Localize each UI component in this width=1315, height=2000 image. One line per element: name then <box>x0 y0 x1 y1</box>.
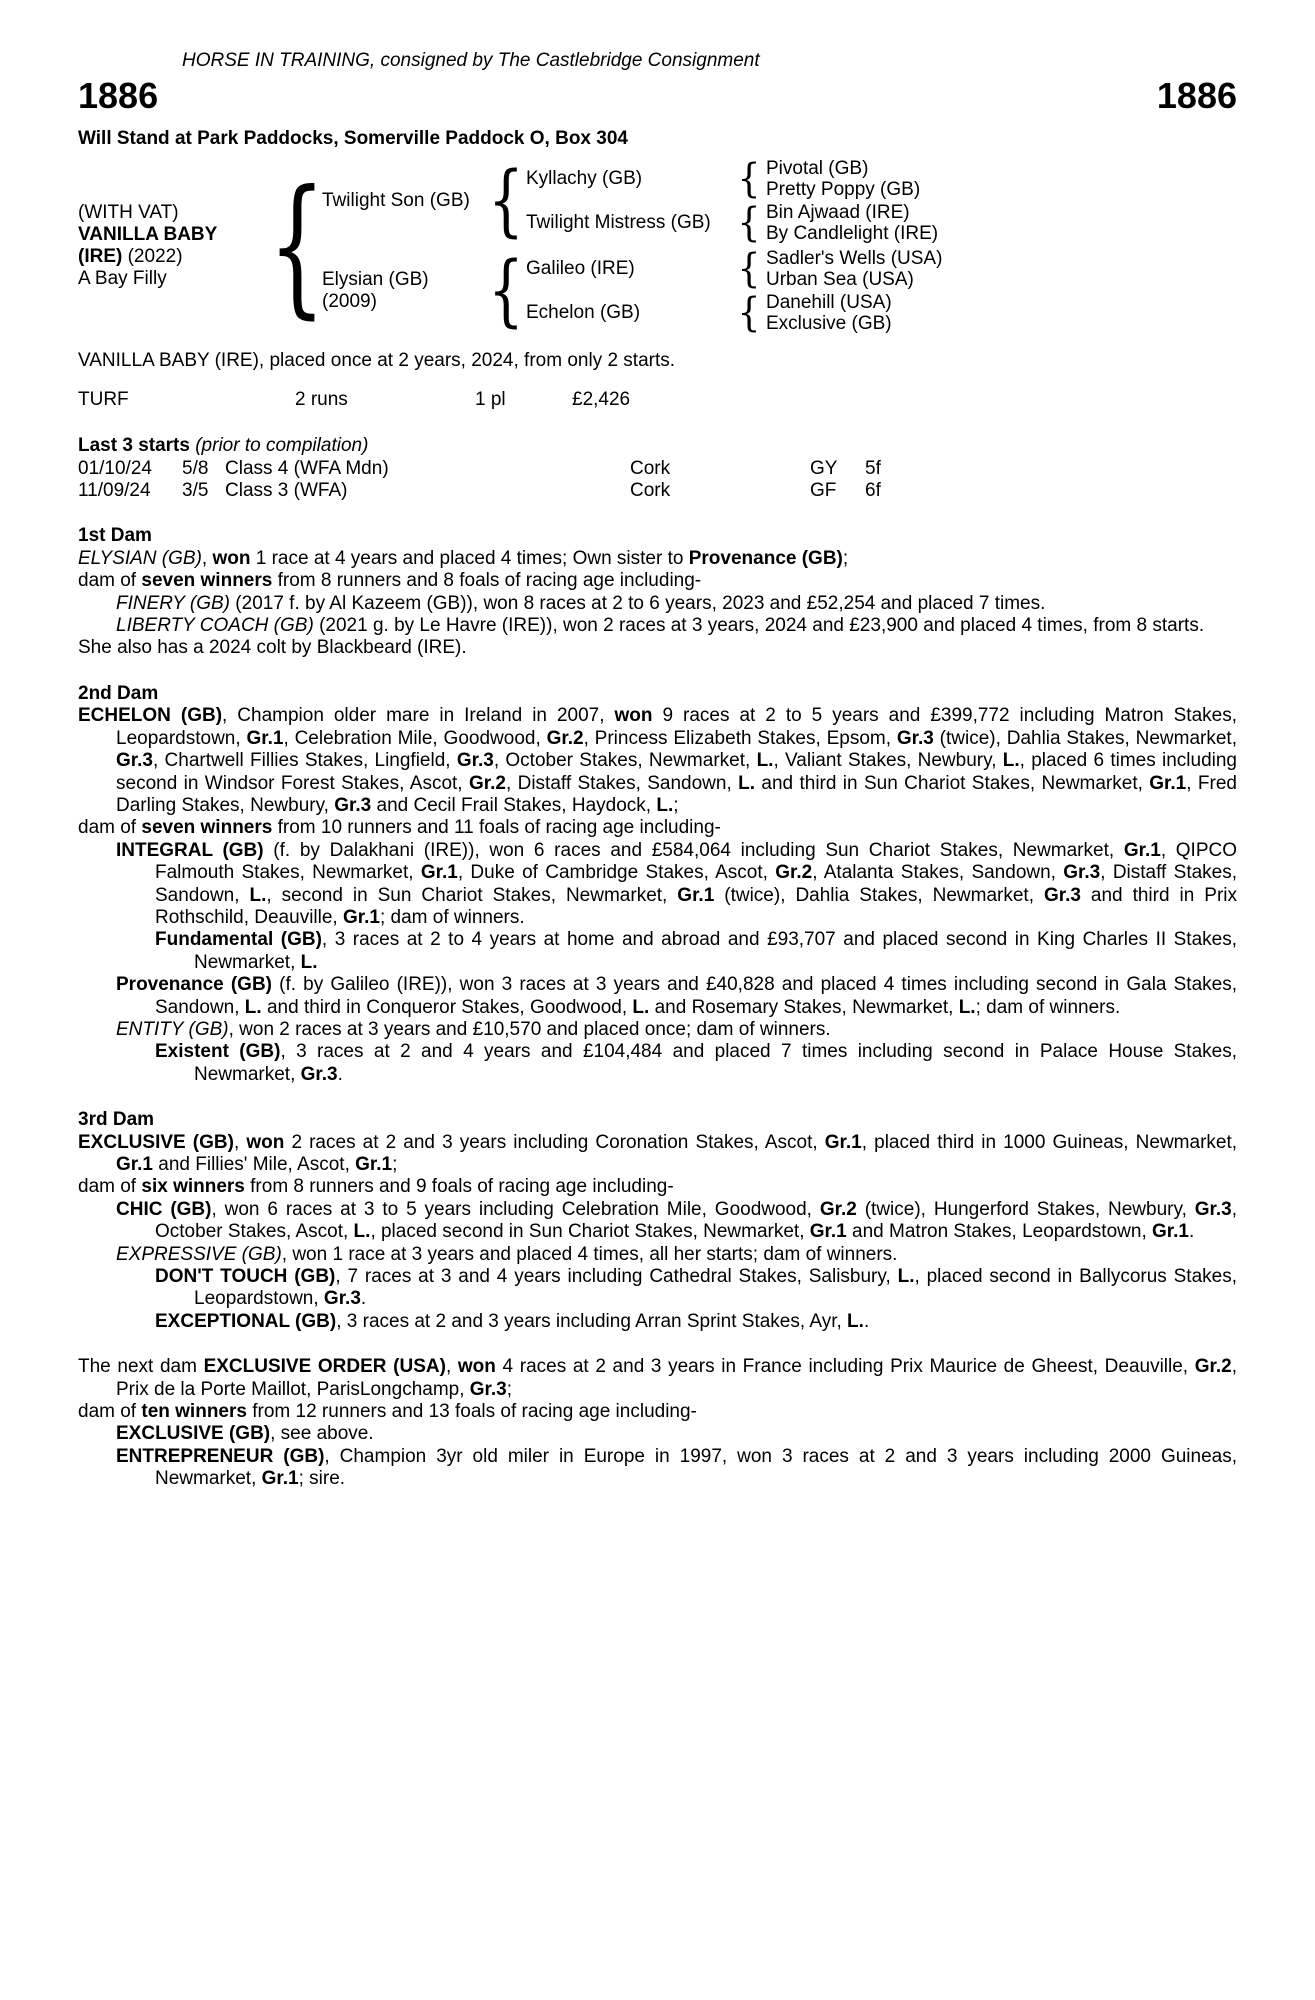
text-run: , Fred Darling Stakes, Newbury, <box>116 772 1237 816</box>
text-run: , Duke of Cambridge Stakes, Ascot, <box>457 862 776 884</box>
para-existent <box>78 1041 1237 1086</box>
text-run: . <box>337 1063 343 1085</box>
dam-parents-column <box>526 246 943 337</box>
text-run: Gr.1 <box>677 884 715 906</box>
text-run: , October Stakes, Ascot, <box>155 1198 1237 1243</box>
pedigree-brace-sire: { <box>488 156 524 247</box>
section-2nd-dam <box>78 683 1237 1086</box>
dam-dam-branch <box>526 290 942 337</box>
text-run: , won 1 race at 3 years and placed 4 times, all her starts; dam of winners. <box>281 1243 898 1265</box>
section-heading: 1st Dam <box>78 525 152 547</box>
text-run: and third in Conqueror Stakes, Goodwood, <box>261 996 633 1018</box>
gen3-name: Danehill (USA) <box>766 292 892 314</box>
text-run: L. <box>249 884 267 906</box>
text-run: CHIC (GB) <box>116 1198 212 1220</box>
para-echelon <box>78 705 1237 817</box>
text-run: 2 races at 2 and 3 years including Coronation Stakes, Ascot, <box>284 1131 825 1153</box>
dam-year: (2009) <box>322 291 377 313</box>
sire-parents-column <box>526 156 939 247</box>
text-run: , Celebration Mile, Goodwood, <box>283 727 547 749</box>
text-run: INTEGRAL (GB) <box>116 839 264 861</box>
text-run: EXCEPTIONAL (GB) <box>155 1310 337 1332</box>
text-run: , second in Sun Chariot Stakes, Newmarket, <box>266 884 678 906</box>
para-exceptional <box>78 1311 1237 1333</box>
text-run: won <box>614 705 653 727</box>
text-run: L. <box>656 794 674 816</box>
para-liberty-coach <box>78 615 1237 637</box>
text-run: , 3 races at 2 and 4 years and £104,484 and placed 7 times including second in Palace House Stakes, Newmarket, <box>194 1041 1237 1085</box>
text-run: Gr.2 <box>819 1198 857 1220</box>
gen3-name: Urban Sea (USA) <box>766 269 914 291</box>
text-run: L. <box>958 996 976 1018</box>
text-run: Gr.1 <box>1123 839 1161 861</box>
text-run: , placed second in Sun Chariot Stakes, Newmarket, <box>370 1221 810 1243</box>
text-run: , see above. <box>270 1423 374 1445</box>
text-run: Gr.1 <box>1149 772 1187 794</box>
text-run: ; <box>842 547 849 569</box>
text-run: , Prix de la Porte Maillot, ParisLongchamp, <box>116 1356 1237 1400</box>
text-run: , placed third in 1000 Guineas, Newmarket, <box>861 1131 1238 1153</box>
text-run: ELYSIAN (GB) <box>78 547 202 569</box>
text-run: , <box>445 1356 458 1378</box>
horse-suffix <box>78 246 278 268</box>
horse-name: VANILLA BABY <box>78 224 218 246</box>
text-run: and Fillies' Mile, Ascot, <box>152 1154 356 1175</box>
start-going: GY <box>810 457 838 479</box>
dam-sire-branch <box>526 246 943 293</box>
text-run: , 7 races at 3 and 4 years including Cathedral Stakes, Salisbury, <box>335 1266 898 1288</box>
last-starts-block <box>78 435 1237 502</box>
text-run: Gr.3 <box>334 794 372 816</box>
text-run: dam of <box>78 817 142 839</box>
gen3-name: Pretty Poppy (GB) <box>766 179 921 201</box>
subject-horse <box>78 202 278 290</box>
para-finery <box>78 593 1237 615</box>
gen3-name: By Candlelight (IRE) <box>766 223 939 245</box>
consignment-header: HORSE IN TRAINING, consigned by The Castlebridge Consignment <box>182 50 760 71</box>
text-run: (twice), Dahlia Stakes, Newmarket, <box>933 727 1237 749</box>
para-fundamental <box>78 929 1237 974</box>
text-run: L. <box>353 1221 371 1243</box>
stats-row <box>78 389 1237 411</box>
text-run: , Distaff Stakes, Sandown, <box>505 772 739 794</box>
starts-table <box>78 458 1237 503</box>
gen3-name: Exclusive (GB) <box>766 313 892 335</box>
para-provenance <box>78 974 1237 1019</box>
text-run: . <box>360 1288 367 1310</box>
text-run: Gr.3 <box>1043 884 1081 906</box>
text-run: She also has a 2024 colt by Blackbeard (IRE). <box>78 637 467 659</box>
text-run: Provenance (GB) <box>688 547 843 569</box>
text-run: Gr.3 <box>1194 1198 1232 1220</box>
text-run: (2017 f. by Al Kazeem (GB)), won 8 races at 2 to 6 years, 2023 and £52,254 and placed 7 times. <box>230 592 1046 614</box>
start-row <box>78 480 1237 502</box>
text-run: Gr.1 <box>420 862 458 884</box>
text-run: L. <box>897 1266 915 1288</box>
sire-sire-name: Kyllachy (GB) <box>526 168 643 190</box>
dam-sire-name: Galileo (IRE) <box>526 258 635 280</box>
text-run: Gr.2 <box>1194 1356 1232 1378</box>
text-run: won <box>212 547 251 569</box>
para-dam-of-seven <box>78 570 1237 592</box>
text-run: ; <box>506 1378 513 1400</box>
section-1st-dam <box>78 525 1237 659</box>
text-run: Gr.2 <box>546 727 584 749</box>
horse-description: A Bay Filly <box>78 268 167 290</box>
dam-name: Elysian (GB) <box>322 269 429 290</box>
dam-dam-name: Echelon (GB) <box>526 302 641 324</box>
pedigree-brace-root: { <box>268 159 326 334</box>
text-run: (f. by Dalakhani (IRE)), won 6 races and £584,064 including Sun Chariot Stakes, Newmarket, <box>263 839 1124 861</box>
para-entity <box>78 1019 1237 1041</box>
para-elysian <box>78 548 1237 570</box>
text-run: Fundamental (GB) <box>155 929 322 951</box>
text-run: ; <box>392 1154 398 1175</box>
text-run: L. <box>847 1310 864 1332</box>
text-run: EXPRESSIVE (GB) <box>116 1243 282 1265</box>
text-run: , Chartwell Fillies Stakes, Lingfield, <box>152 750 457 772</box>
lot-number-left: 1886 <box>78 75 159 117</box>
section-heading: 2nd Dam <box>78 682 159 704</box>
para-next-dam <box>78 1356 1237 1401</box>
text-run: ECHELON (GB) <box>78 705 223 727</box>
gen3-name: Bin Ajwaad (IRE) <box>766 202 910 224</box>
text-run: EXCLUSIVE (GB) <box>116 1423 271 1445</box>
text-run: won <box>246 1131 285 1153</box>
text-run: dam of <box>78 1401 142 1423</box>
text-run: ENTREPRENEUR (GB) <box>116 1445 325 1467</box>
start-date: 01/10/24 <box>78 457 152 479</box>
text-run: six winners <box>141 1176 245 1198</box>
text-run: Gr.3 <box>1063 862 1101 884</box>
start-race: Class 4 (WFA Mdn) <box>225 457 389 479</box>
lot-number-row <box>78 76 1237 116</box>
text-run: 1 race at 4 years and placed 4 times; Own sister to <box>250 547 689 569</box>
text-run: , 3 races at 2 and 3 years including Arran Sprint Stakes, Ayr, <box>336 1310 848 1332</box>
text-run: The next dam <box>78 1356 204 1378</box>
text-run: Gr.1 <box>261 1468 299 1490</box>
text-run: (twice), Dahlia Stakes, Newmarket, <box>714 884 1044 906</box>
sire-sire-branch <box>526 156 938 203</box>
text-run: , <box>233 1131 247 1153</box>
sire-dam-parents <box>766 202 938 244</box>
text-run: Gr.1 <box>246 727 284 749</box>
runs-count: 2 runs <box>295 388 348 410</box>
text-run: FINERY (GB) <box>116 592 231 614</box>
text-run: L. <box>244 996 262 1018</box>
sire-dam-branch <box>526 200 939 247</box>
text-run: , won 2 races at 3 years and £10,570 and placed once; dam of winners. <box>228 1018 831 1040</box>
text-run: Gr.1 <box>1152 1221 1189 1243</box>
para-entrepreneur <box>78 1446 1237 1491</box>
text-run: Existent (GB) <box>155 1041 281 1063</box>
horse-year: (2022) <box>127 246 183 268</box>
text-run: ten winners <box>141 1401 247 1423</box>
text-run: , Atalanta Stakes, Sandown, <box>812 862 1064 884</box>
text-run: (2021 g. by Le Havre (IRE)), won 2 races at 3 years, 2024 and £23,900 and placed 4 times, from 8 starts. <box>313 615 1205 637</box>
start-position: 5/8 <box>182 457 209 479</box>
text-run: Gr.1 <box>809 1221 847 1243</box>
text-run: EXCLUSIVE (GB) <box>78 1131 234 1153</box>
para-dam-of-ten <box>78 1401 1237 1423</box>
start-distance: 6f <box>865 480 881 502</box>
text-run: , placed second in Ballycorus Stakes, Leopardstown, <box>194 1266 1237 1310</box>
dam-name-block <box>322 269 492 314</box>
text-run: L. <box>1002 750 1020 772</box>
text-run: and Matron Stakes, Leopardstown, <box>846 1221 1152 1243</box>
sire-sire-parents <box>766 158 920 200</box>
text-run: , Champion older mare in Ireland in 2007, <box>222 705 615 727</box>
placed-count: 1 pl <box>475 388 506 410</box>
stand-location: Will Stand at Park Paddocks, Somerville Paddock O, Box 304 <box>78 128 628 149</box>
surface-label: TURF <box>78 388 129 410</box>
last-starts-header <box>78 435 1237 457</box>
pedigree-brace-sire-sire: { <box>737 156 761 203</box>
text-run: and Cecil Frail Stakes, Haydock, <box>371 794 657 816</box>
para-chic <box>78 1199 1237 1244</box>
vat-note: (WITH VAT) <box>78 202 179 224</box>
last-starts-note: (prior to compilation) <box>195 435 369 457</box>
section-next-dam <box>78 1356 1237 1490</box>
start-position: 3/5 <box>182 480 209 502</box>
text-run: and third in Sun Chariot Stakes, Newmarket, <box>755 772 1150 794</box>
text-run: L. <box>756 750 774 772</box>
race-summary: VANILLA BABY (IRE), placed once at 2 years, 2024, from only 2 starts. <box>78 350 676 372</box>
start-date: 11/09/24 <box>78 480 151 502</box>
text-run: , won 6 races at 3 to 5 years including Celebration Mile, Goodwood, <box>211 1198 820 1220</box>
start-row <box>78 458 1237 480</box>
text-run: dam of <box>78 570 142 592</box>
text-run: , October Stakes, Newmarket, <box>493 750 757 772</box>
text-run: Gr.2 <box>468 772 506 794</box>
text-run: , 3 races at 2 to 4 years at home and abroad and £93,707 and placed second in King Charles II Stakes, Newmarket, <box>194 929 1237 973</box>
earnings-value: £2,426 <box>572 388 631 410</box>
text-run: , Valiant Stakes, Newbury, <box>773 750 1003 772</box>
sire-dam-name: Twilight Mistress (GB) <box>526 212 711 234</box>
text-run: Gr.1 <box>824 1131 862 1153</box>
para-dam-of-six <box>78 1176 1237 1198</box>
pedigree-brace-sire-dam: { <box>737 200 761 247</box>
para-integral <box>78 840 1237 930</box>
text-run: , <box>201 547 213 569</box>
text-run: from 8 runners and 8 foals of racing age including- <box>272 570 702 592</box>
start-going: GF <box>810 480 837 502</box>
gen3-name: Pivotal (GB) <box>766 158 869 180</box>
text-run: Gr.1 <box>355 1154 393 1175</box>
text-run: . <box>863 1310 870 1332</box>
text-run: and third in Prix Rothschild, Deauville, <box>155 884 1237 928</box>
text-run: , QIPCO Falmouth Stakes, Newmarket, <box>155 839 1238 884</box>
dam-sire-parents <box>766 248 942 290</box>
text-run: Provenance (GB) <box>116 974 272 996</box>
dam-branch <box>322 246 943 337</box>
text-run: Gr.3 <box>300 1063 338 1085</box>
text-run: Gr.1 <box>116 1154 153 1175</box>
para-exclusive-see-above <box>78 1423 1237 1445</box>
text-run: ENTITY (GB) <box>116 1018 229 1040</box>
sire-branch <box>322 156 942 247</box>
text-run: , Distaff Stakes, Sandown, <box>155 862 1238 906</box>
text-run: Gr.3 <box>896 727 934 749</box>
text-run: Gr.2 <box>775 862 813 884</box>
text-run: Gr.3 <box>456 750 494 772</box>
text-run: from 12 runners and 13 foals of racing age including- <box>246 1401 697 1423</box>
section-3rd-dam <box>78 1109 1237 1333</box>
start-race: Class 3 (WFA) <box>225 480 348 502</box>
horse-country: (IRE) <box>78 246 123 268</box>
text-run: Gr.1 <box>342 906 380 928</box>
text-run: and Rosemary Stakes, Newmarket, <box>649 996 959 1018</box>
section-heading: 3rd Dam <box>78 1109 155 1131</box>
dam-dam-parents <box>766 292 892 334</box>
text-run: from 10 runners and 11 foals of racing age including- <box>272 817 721 839</box>
text-run: , placed 6 times including second in Windsor Forest Stakes, Ascot, <box>116 750 1237 794</box>
pedigree-brace-dam-sire: { <box>737 246 761 293</box>
text-run: dam of <box>78 1176 142 1198</box>
para-exclusive <box>78 1132 1237 1177</box>
text-run: 4 races at 2 and 3 years in France including Prix Maurice de Gheest, Deauville, <box>495 1356 1195 1378</box>
start-course: Cork <box>630 480 671 502</box>
text-run: ; sire. <box>298 1468 346 1490</box>
text-run: Gr.3 <box>323 1288 361 1310</box>
text-run: EXCLUSIVE ORDER (USA) <box>203 1356 446 1378</box>
text-run: seven winners <box>141 817 273 839</box>
text-run: , Princess Elizabeth Stakes, Epsom, <box>583 727 897 749</box>
text-run: (twice), Hungerford Stakes, Newbury, <box>856 1198 1195 1220</box>
text-run: L. <box>300 951 318 973</box>
start-distance: 5f <box>865 457 881 479</box>
text-run: Gr.3 <box>116 750 153 772</box>
para-dont-touch <box>78 1266 1237 1311</box>
para-she-also-has <box>78 637 1237 659</box>
text-run: L. <box>738 772 756 794</box>
pedigree-brace-dam: { <box>488 246 524 337</box>
text-run: ; dam of winners. <box>975 996 1121 1018</box>
pedigree-tree <box>78 156 1237 337</box>
text-run: 9 races at 2 to 5 years and £399,772 including Matron Stakes, Leopardstown, <box>116 705 1237 749</box>
generation-1-column <box>322 156 943 337</box>
text-run: L. <box>632 996 650 1018</box>
text-run: ; <box>673 794 679 816</box>
gen3-name: Sadler's Wells (USA) <box>766 248 943 270</box>
text-run: . <box>1188 1221 1195 1243</box>
start-course: Cork <box>630 457 671 479</box>
text-run: won <box>457 1356 496 1378</box>
pedigree-brace-dam-dam: { <box>737 290 761 337</box>
text-run: DON'T TOUCH (GB) <box>155 1266 336 1288</box>
text-run: (f. by Galileo (IRE)), won 3 races at 3 years and £40,828 and placed 4 times including second in Gala Stakes, Sandown, <box>155 974 1237 1018</box>
sire-name: Twilight Son (GB) <box>322 190 470 212</box>
text-run: , Champion 3yr old miler in Europe in 1997, won 3 races at 2 and 3 years including 2000 Guineas, Newmarket, <box>155 1445 1237 1490</box>
last-starts-label: Last 3 starts <box>78 435 190 457</box>
text-run: ; dam of winners. <box>379 906 525 928</box>
text-run: seven winners <box>141 570 273 592</box>
text-run: LIBERTY COACH (GB) <box>116 615 314 637</box>
text-run: Gr.3 <box>469 1378 507 1400</box>
para-dam-of-seven-2 <box>78 817 1237 839</box>
lot-number-right: 1886 <box>1156 75 1237 117</box>
text-run: from 8 runners and 9 foals of racing age including- <box>244 1176 674 1198</box>
para-expressive <box>78 1244 1237 1266</box>
